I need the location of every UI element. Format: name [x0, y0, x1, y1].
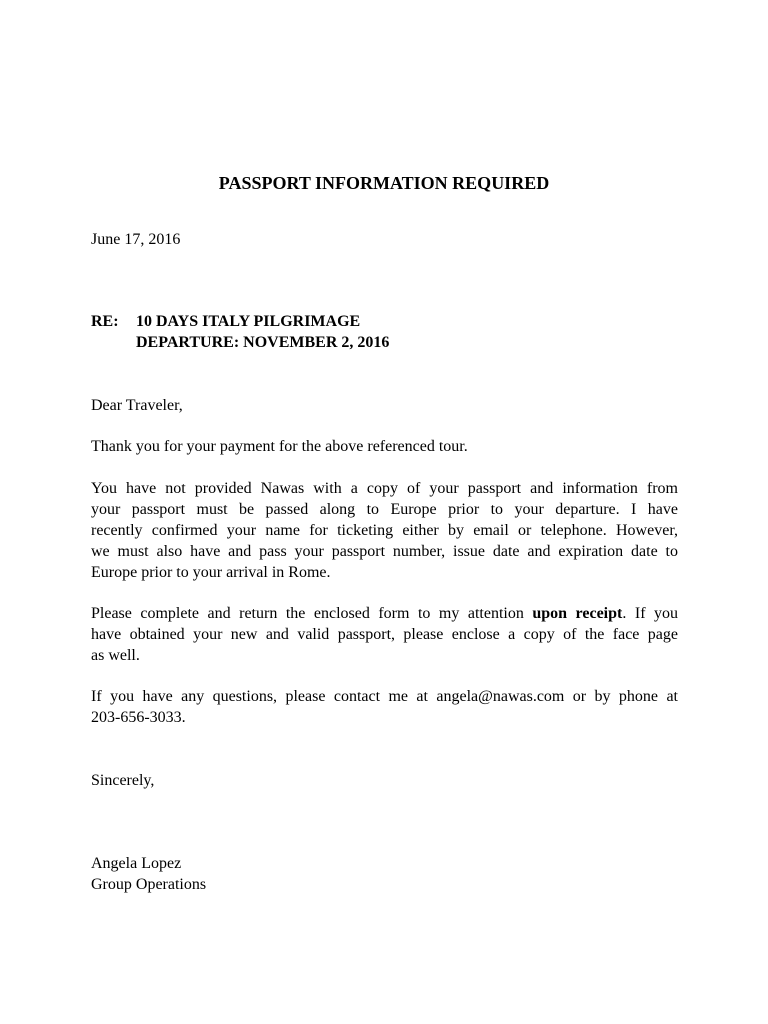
paragraph-line: as well. [91, 647, 140, 664]
signer-title: Group Operations [91, 876, 207, 893]
paragraph-return-form [91, 603, 678, 666]
letter-date: June 17, 2016 [91, 231, 181, 248]
re-label: RE: [91, 313, 119, 330]
paragraph-line: we must also have and pass your passport number, issue date and expiration date to [91, 543, 678, 560]
paragraph-line: If you have any questions, please contact me at angela@nawas.com or by phone at [91, 688, 678, 705]
letter-title: PASSPORT INFORMATION REQUIRED [218, 173, 550, 193]
re-tour-name: 10 DAYS ITALY PILGRIMAGE [136, 313, 361, 330]
salutation: Dear Traveler, [91, 397, 183, 414]
paragraph-contact [91, 686, 678, 728]
paragraph-passport-missing [91, 478, 678, 583]
paragraph-line [91, 603, 678, 624]
paragraph-line: your passport must be passed along to Europe prior to your departure. I have [91, 501, 678, 518]
paragraph-line: 203-656-3033. [91, 709, 186, 726]
paragraph-text: Please complete and return the enclosed form to my attention [91, 605, 533, 622]
upon-receipt-emphasis: upon receipt [532, 605, 623, 622]
re-departure: DEPARTURE: NOVEMBER 2, 2016 [136, 334, 390, 351]
paragraph-text: . If you [622, 605, 679, 622]
closing: Sincerely, [91, 772, 155, 789]
paragraph-line: have obtained your new and valid passport, please enclose a copy of the face page [91, 626, 678, 643]
paragraph-line: You have not provided Nawas with a copy of your passport and information from [91, 480, 678, 497]
signer-name: Angela Lopez [91, 855, 182, 872]
paragraph-line: Europe prior to your arrival in Rome. [91, 564, 331, 581]
paragraph-line: recently confirmed your name for ticketing either by email or telephone. However, [91, 522, 678, 539]
paragraph-thanks: Thank you for your payment for the above referenced tour. [91, 438, 468, 455]
